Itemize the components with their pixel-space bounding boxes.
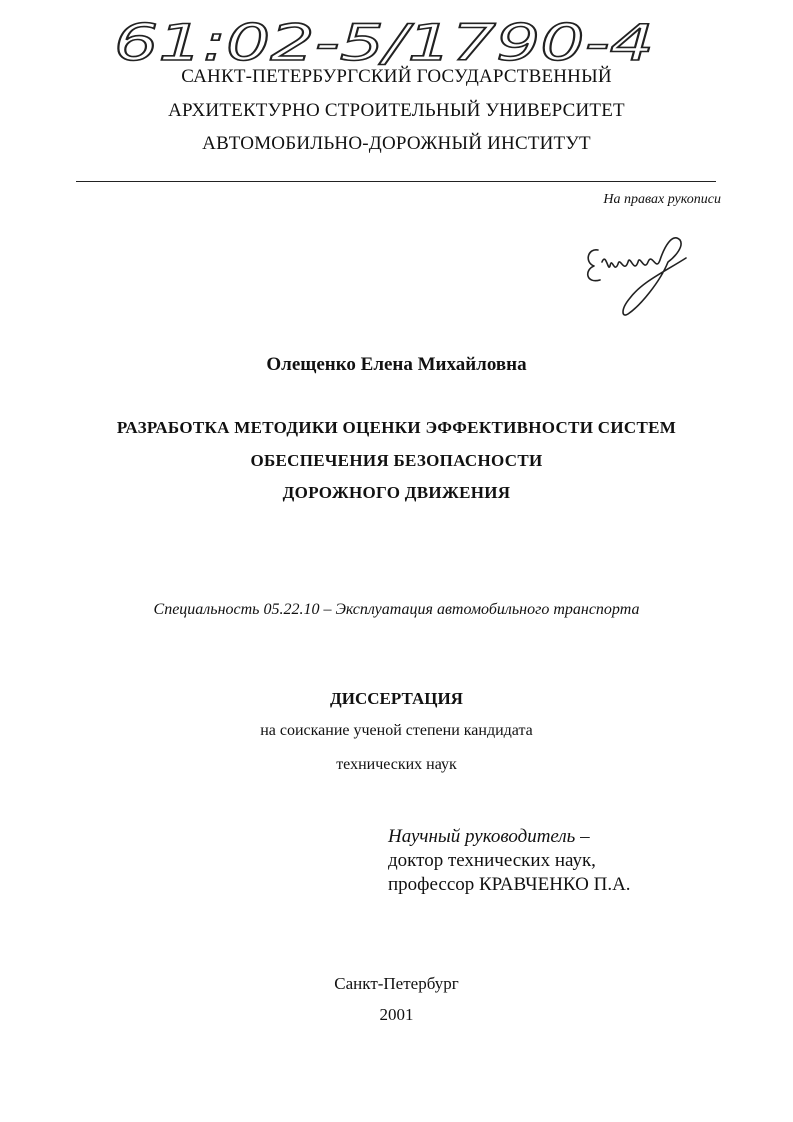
manuscript-note: На правах рукописи (603, 192, 721, 207)
archive-number-text: 61:02-5/1790-4 (114, 14, 654, 72)
degree-line-2: технических наук (336, 756, 457, 773)
signature (580, 222, 700, 322)
author-name: Олещенко Елена Михайловна (266, 354, 527, 375)
supervisor-degree: доктор технических наук, (388, 850, 596, 871)
supervisor-name: профессор КРАВЧЕНКО П.А. (388, 874, 631, 895)
dissertation-title-line-3: ДОРОЖНОГО ДВИЖЕНИЯ (282, 483, 511, 502)
handwritten-archive-number (108, 4, 668, 74)
dissertation-title-line-1: РАЗРАБОТКА МЕТОДИКИ ОЦЕНКИ ЭФФЕКТИВНОСТИ СИСТЕМ (116, 418, 677, 437)
institution-line-2: АРХИТЕКТУРНО СТРОИТЕЛЬНЫЙ УНИВЕРСИТЕТ (168, 100, 625, 121)
header-divider (76, 181, 716, 182)
city: Санкт-Петербург (334, 974, 459, 993)
dissertation-title-line-2: ОБЕСПЕЧЕНИЯ БЕЗОПАСНОСТИ (250, 451, 543, 470)
dissertation-heading: ДИССЕРТАЦИЯ (330, 689, 463, 708)
year: 2001 (379, 1005, 414, 1024)
degree-line-1: на соискание ученой степени кандидата (260, 722, 533, 739)
supervisor-role-text: Научный руководитель – (388, 826, 590, 847)
institution-line-1: САНКТ-ПЕТЕРБУРГСКИЙ ГОСУДАРСТВЕННЫЙ (181, 66, 612, 87)
institution-line-3: АВТОМОБИЛЬНО-ДОРОЖНЫЙ ИНСТИТУТ (202, 133, 591, 154)
supervisor-role (388, 826, 590, 848)
specialty: Специальность 05.22.10 – Эксплуатация автомобильного транспорта (153, 601, 640, 618)
